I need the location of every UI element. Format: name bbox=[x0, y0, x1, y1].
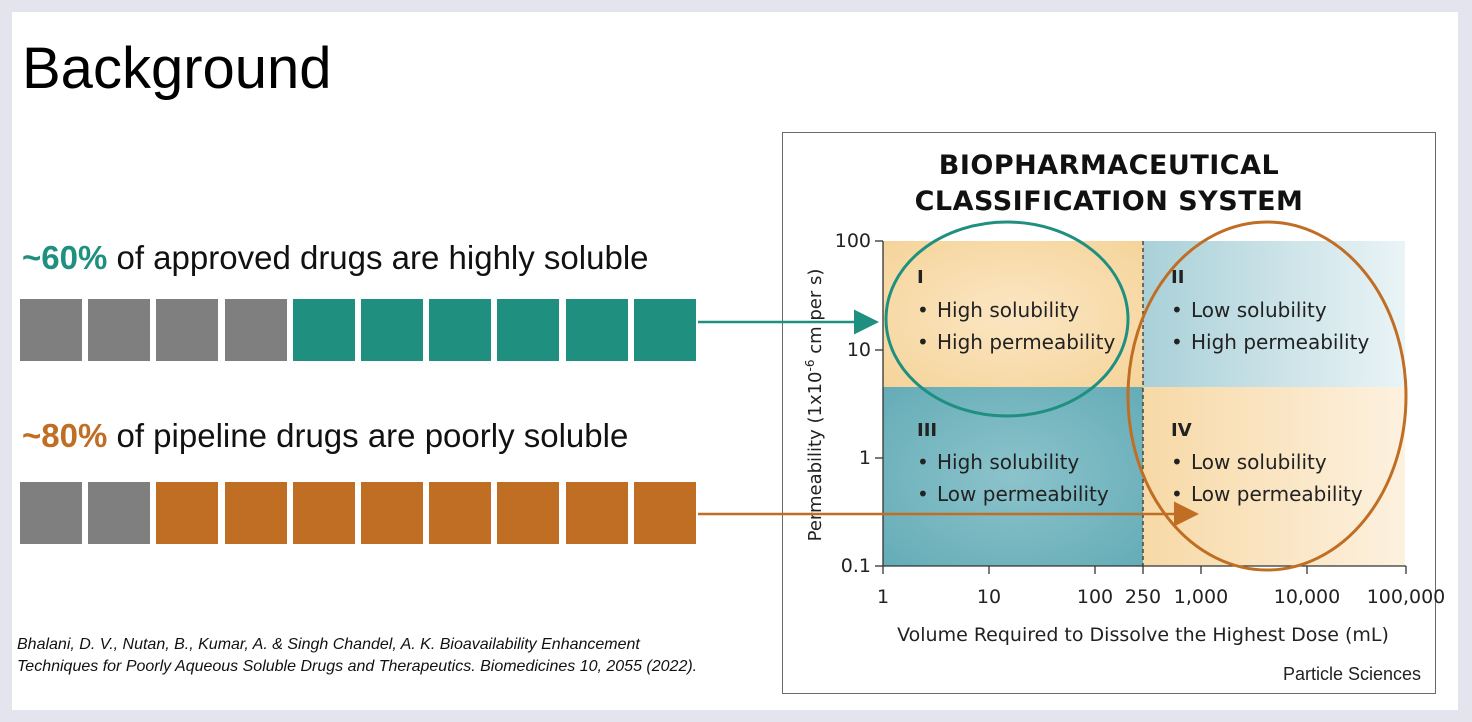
quadrant-III-bullet-1: • bbox=[917, 450, 929, 474]
slide bbox=[12, 12, 1458, 710]
quadrant-III-line-2: Low permeability bbox=[937, 482, 1109, 506]
x-axis-label: Volume Required to Dissolve the Highest Dose (mL) bbox=[897, 624, 1389, 646]
class-I-highlight-ellipse bbox=[886, 222, 1128, 416]
stat-pipeline-percent: ~80% bbox=[22, 417, 108, 454]
quadrant-I-bullet-1: • bbox=[917, 298, 929, 322]
quadrant-II-bullet-2: • bbox=[1171, 330, 1183, 354]
y-tick-label: 100 bbox=[834, 230, 871, 252]
quadrant-II-line-1: Low solubility bbox=[1191, 298, 1327, 322]
quadrant-IV-bullet-1: • bbox=[1171, 450, 1183, 474]
quadrant-I-line-2: High permeability bbox=[937, 330, 1116, 354]
quadrant-II-bullet-1: • bbox=[1171, 298, 1183, 322]
y-axis-label: Permeability ($1x10^{-6}$ cm per s) bbox=[803, 268, 826, 542]
quadrant-II-line-2: High permeability bbox=[1191, 330, 1370, 354]
quadrant-III-bullet-2: • bbox=[917, 482, 929, 506]
quadrant-IV-line-1: Low solubility bbox=[1191, 450, 1327, 474]
stat-pipeline-text: of pipeline drugs are poorly soluble bbox=[107, 417, 629, 454]
quadrant-III-numeral: III bbox=[917, 420, 938, 441]
quadrant-I-numeral: I bbox=[917, 267, 924, 288]
stat-approved-text: of approved drugs are highly soluble bbox=[107, 239, 649, 276]
quadrant-IV-line-2: Low permeability bbox=[1191, 482, 1363, 506]
x-tick-label: 1,000 bbox=[1173, 586, 1229, 608]
figure-credit: Particle Sciences bbox=[1282, 664, 1421, 684]
x-tick-label: 250 bbox=[1124, 586, 1162, 608]
x-tick-label: 10,000 bbox=[1273, 586, 1341, 608]
x-tick-label: 100,000 bbox=[1366, 586, 1446, 608]
quadrant-I-bullet-2: • bbox=[917, 330, 929, 354]
annotation-overlay bbox=[12, 12, 1458, 710]
class-II-IV-highlight-ellipse bbox=[1128, 222, 1406, 570]
quadrant-IV-numeral: IV bbox=[1171, 420, 1192, 441]
quadrant-I-line-1: High solubility bbox=[937, 298, 1080, 322]
quadrant-IV-bullet-2: • bbox=[1171, 482, 1183, 506]
x-tick-label: 10 bbox=[976, 586, 1002, 608]
y-tick-label: 10 bbox=[846, 339, 871, 361]
citation-line-2: Techniques for Poorly Aqueous Soluble Drugs and Therapeutics. Biomedicines 10, 2055 (2022). bbox=[17, 658, 698, 675]
y-tick-label: 1 bbox=[858, 447, 871, 469]
stat-approved-percent: ~60% bbox=[22, 239, 108, 276]
slide-title: Background bbox=[22, 36, 332, 101]
x-tick-label: 1 bbox=[876, 586, 890, 608]
figure-title-line-2: CLASSIFICATION SYSTEM bbox=[914, 186, 1304, 217]
x-tick-label: 100 bbox=[1076, 586, 1114, 608]
citation-line-1: Bhalani, D. V., Nutan, B., Kumar, A. & Singh Chandel, A. K. Bioavailability Enhancement bbox=[17, 636, 640, 653]
quadrant-II-numeral: II bbox=[1171, 267, 1185, 288]
y-tick-label: 0.1 bbox=[840, 555, 871, 577]
quadrant-III-line-1: High solubility bbox=[937, 450, 1080, 474]
figure-title-line-1: BIOPHARMACEUTICAL bbox=[938, 150, 1280, 181]
